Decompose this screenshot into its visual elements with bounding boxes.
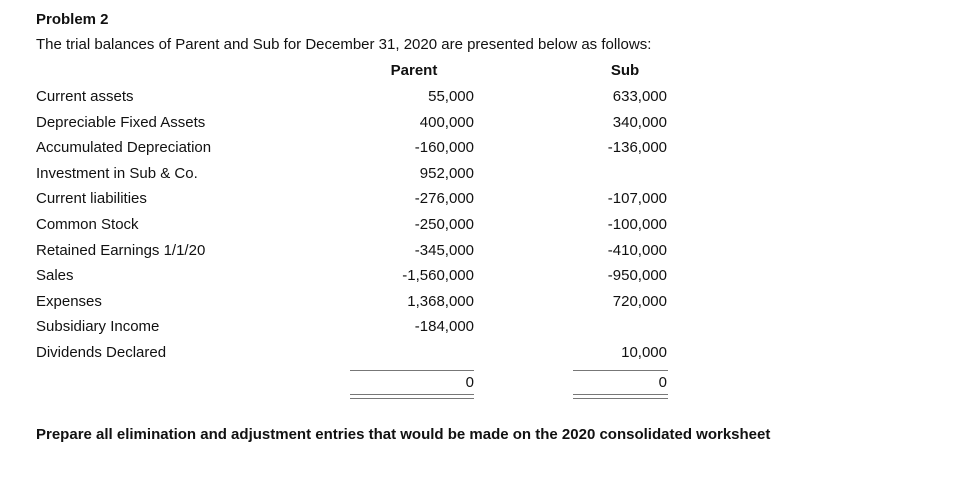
parent-value: 400,000: [419, 113, 474, 131]
row-label: Dividends Declared: [36, 343, 167, 361]
sub-value: -410,000: [607, 241, 667, 259]
parent-value: -160,000: [414, 139, 474, 157]
double-rule-sub: [573, 394, 668, 399]
subtotal-rule-parent: [350, 370, 474, 371]
column-header-sub: Sub: [610, 62, 640, 79]
sub-value: 340,000: [612, 113, 667, 131]
table-row: [0, 242, 961, 268]
sub-value: -107,000: [607, 190, 667, 208]
sub-value: 10,000: [621, 343, 667, 361]
sub-value: -950,000: [607, 267, 667, 285]
table-row: [0, 190, 961, 216]
table-row: [0, 165, 961, 191]
table-row: [0, 293, 961, 319]
total-parent: 0: [465, 374, 474, 391]
row-label: Investment in Sub & Co.: [36, 164, 198, 182]
table-row: [0, 216, 961, 242]
subtotal-rule-sub: [573, 370, 668, 371]
row-label: Accumulated Depreciation: [36, 139, 212, 157]
row-label: Common Stock: [36, 215, 139, 233]
table-row: [0, 114, 961, 140]
table-row: [0, 88, 961, 114]
row-label: Expenses: [36, 292, 102, 310]
row-label: Current assets: [36, 88, 134, 105]
parent-value: 952,000: [419, 164, 474, 182]
row-label: Current liabilities: [36, 190, 147, 208]
table-row: [0, 267, 961, 293]
row-label: Sales: [36, 267, 74, 285]
sub-value: -136,000: [607, 139, 667, 157]
parent-value: -250,000: [414, 215, 474, 233]
problem-intro: The trial balances of Parent and Sub for December 31, 2020 are presented below as follows:: [36, 36, 652, 53]
table-row: [0, 318, 961, 344]
sub-value: -100,000: [607, 215, 667, 233]
column-header-parent: Parent: [390, 62, 438, 79]
total-sub: 0: [658, 374, 667, 391]
parent-value: 1,368,000: [407, 292, 474, 310]
parent-value: -276,000: [414, 190, 474, 208]
table-row: [0, 139, 961, 165]
parent-value: 55,000: [428, 88, 474, 105]
table-row: [0, 344, 961, 370]
row-label: Depreciable Fixed Assets: [36, 113, 206, 131]
trial-balance-table: [0, 88, 961, 370]
parent-value: -345,000: [414, 241, 474, 259]
parent-value: -184,000: [414, 318, 474, 336]
instruction-text: Prepare all elimination and adjustment entries that would be made on the 2020 consolidated worksheet: [36, 426, 771, 443]
problem-title: Problem 2: [36, 11, 109, 28]
double-rule-parent: [350, 394, 474, 399]
row-label: Retained Earnings 1/1/20: [36, 241, 206, 259]
row-label: Subsidiary Income: [36, 318, 160, 336]
parent-value: -1,560,000: [402, 267, 474, 285]
sub-value: 633,000: [612, 88, 667, 105]
sub-value: 720,000: [612, 292, 667, 310]
